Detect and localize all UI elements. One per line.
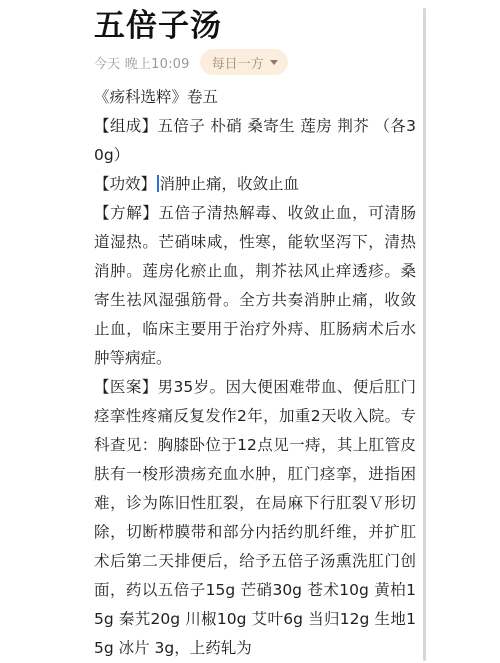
note-timestamp: 今天 晚上10:09 bbox=[94, 56, 190, 72]
category-label: 每日一方 bbox=[211, 56, 264, 72]
note-meta bbox=[94, 48, 288, 76]
case-paragraph: 【医案】男35岁。因大便困难带血、便后肛门痉挛性疼痛反复发作2年，加重2天收入院。专科查见：胸膝卧位于12点见一痔，其上肛管皮肤有一梭形溃疡充血水肿，肛门痉挛，进指困难，诊为陈旧性肛裂，在局麻下行肛裂Ｖ形切除，切断栉膜带和部分内括约肌纤维，并扩肛术后第二天排便后，给予五倍子汤熏洗肛门创面，药以五倍子15g 芒硝30g 苍术10g 黄柏15g 秦艽20g 川椒10g 艾叶6g 当归12g 生地15g 冰片 3g，上药轧为 bbox=[94, 378, 416, 657]
text-cursor bbox=[157, 175, 159, 192]
category-dropdown[interactable] bbox=[200, 49, 288, 75]
note-title[interactable]: 五倍子汤 bbox=[94, 8, 222, 44]
efficacy-paragraph bbox=[94, 170, 416, 199]
efficacy-text: 消肿止痛，收敛止血 bbox=[159, 175, 300, 193]
scrollbar[interactable] bbox=[423, 8, 426, 661]
efficacy-label: 【功效】 bbox=[94, 175, 157, 193]
chevron-down-icon bbox=[270, 60, 278, 65]
note-body[interactable] bbox=[94, 83, 416, 663]
composition-paragraph: 【组成】五倍子 朴硝 桑寄生 莲房 荆芥 （各30g） bbox=[94, 117, 416, 164]
formula-analysis-paragraph: 【方解】五倍子清热解毒、收敛止血，可清肠道湿热。芒硝味咸，性寒，能软坚泻下，清热消肿。莲房化瘀止血，荆芥祛风止痒透疹。桑寄生祛风湿强筋骨。全方共奏消肿止痛，收敛止血，临床主要用于治疗外痔、肛肠病术后水肿等病症。 bbox=[94, 204, 416, 367]
source-line: 《疡科选粹》卷五 bbox=[94, 88, 219, 106]
